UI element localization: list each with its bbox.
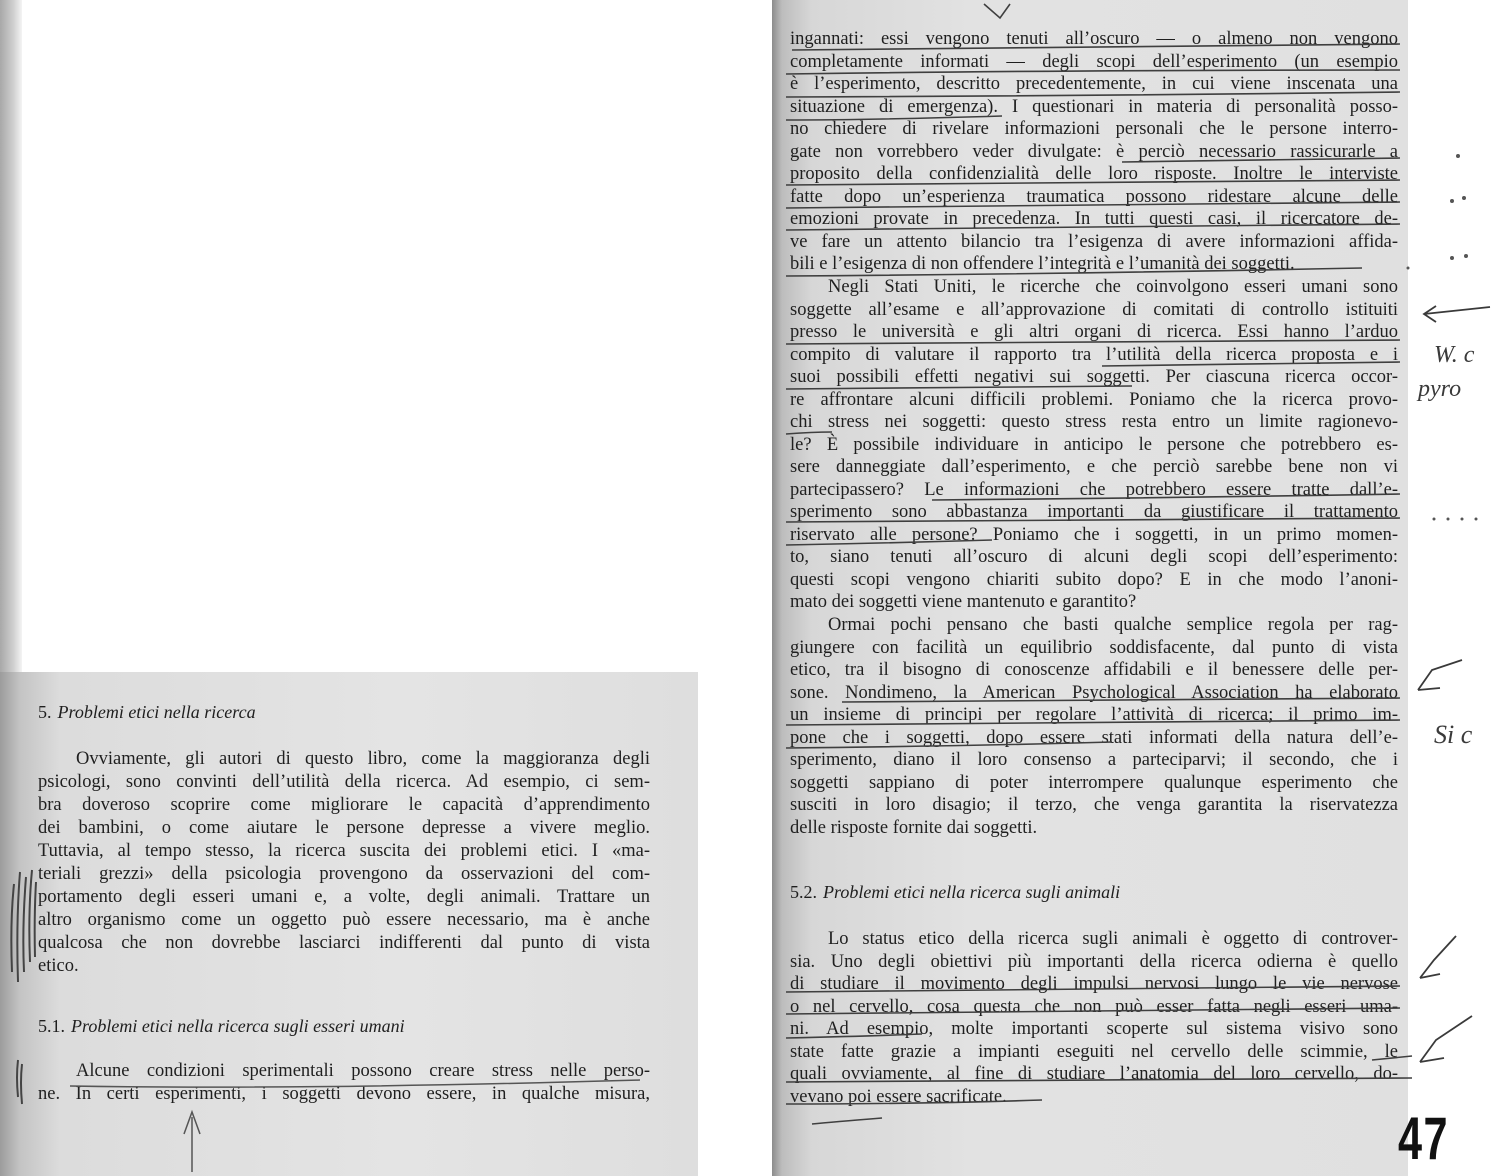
underline-mark <box>70 1080 640 1087</box>
text-line: quali ovviamente, al fine di studiare l’anatomia del loro cervello, do- <box>790 1064 1398 1084</box>
underline-mark <box>786 518 1400 522</box>
margin-dot <box>1462 196 1466 200</box>
page-gutter <box>698 672 772 1176</box>
check-mark <box>1420 1016 1472 1062</box>
text-line: Alcune condizioni sperimentali possono creare stress nelle perso- <box>76 1061 650 1081</box>
text-line: proposito della confidenzialità delle loro risposte. Inoltre le interviste <box>790 164 1398 184</box>
underline-mark <box>786 1008 1400 1014</box>
text-line: dei bambini, o come aiutare le persone depresse a vivere meglio. <box>38 818 650 838</box>
underline-mark <box>786 1078 1412 1082</box>
text-line: etico, tra il bisogno di conoscenze affidabili e il benessere delle per- <box>790 660 1398 680</box>
margin-dot <box>1433 518 1436 521</box>
text-line: chi stress nei soggetti: questo stress resta entro un limite ragionevo- <box>790 412 1398 432</box>
subsection-title: Problemi etici nella ricerca sugli animali <box>823 882 1121 902</box>
underline-mark <box>786 540 992 545</box>
underline-mark <box>786 224 1400 230</box>
underline-mark <box>792 44 1400 50</box>
underline-mark <box>932 494 1400 500</box>
margin-dot <box>1461 518 1464 521</box>
underline-mark <box>786 1100 1042 1104</box>
text-line: o nel cervello, cosa questa che non può esser fatta negli esseri uma- <box>790 996 1398 1017</box>
underline-mark <box>786 432 832 434</box>
handwritten-annotations-right <box>772 0 1491 1176</box>
text-line: un insieme di principi per regolare l’attività di ricerca; il primo im- <box>790 705 1398 725</box>
underline-mark <box>786 386 1132 389</box>
text-line: bili e l’esigenza di non offendere l’integrità e l’umanità dei soggetti. <box>790 254 1295 274</box>
text-line: giungere con facilità un equilibrio soddisfacente, dal punto di vista <box>790 637 1398 658</box>
margin-dot <box>1450 199 1454 203</box>
underline-mark <box>786 180 1400 185</box>
margin-bracket-mark <box>17 1060 22 1104</box>
text-line: psicologi, sono convinti dell’utilità della ricerca. Ad esempio, ci sem- <box>38 772 650 792</box>
text-line: Negli Stati Uniti, le ricerche che coinvolgono esseri umani sono <box>828 277 1398 297</box>
text-line: situazione di emergenza). I questionari in materia di personalità posso- <box>790 96 1398 117</box>
text-line: completamente informati — degli scopi dell’esperimento (un esempio <box>790 51 1398 72</box>
text-line: delle risposte fornite dai soggetti. <box>790 817 1038 838</box>
text-line: gate non vorrebbero veder divulgate: è perciò necessario rassicurarle a <box>790 141 1398 162</box>
text-line: sperimento, diano il loro consenso a parteciparvi; il secondo, che i <box>790 750 1398 770</box>
underline-mark <box>786 268 1362 276</box>
margin-dot <box>1464 254 1468 258</box>
text-line: compito di valutare il rapporto tra l’utilità della ricerca proposta e i <box>790 344 1398 365</box>
margin-note: pyro <box>1418 376 1462 402</box>
margin-dot <box>1475 518 1478 521</box>
arrow-left-icon <box>1424 306 1490 322</box>
text-line: di studiare il movimento degli impulsi nervosi lungo le vie nervose <box>790 974 1398 994</box>
text-line: sperimento sono abbastanza importanti da giustificare il trattamento <box>790 502 1398 522</box>
section-number: 5. <box>38 702 52 722</box>
text-line: Ormai pochi pensano che basti qualche semplice regola per rag- <box>828 615 1398 635</box>
text-line: sone. Nondimeno, la American Psychological Association ha elaborato <box>790 682 1398 703</box>
blank-scan-area <box>0 0 760 672</box>
text-line: soggetti sappiano di poter interrompere qualunque esperimento che <box>790 772 1398 793</box>
margin-bracket-mark <box>11 870 36 982</box>
text-line: altro organismo come un oggetto può essere necessario, ma è anche <box>38 910 650 930</box>
underline-mark <box>786 202 1400 208</box>
text-line: portamento degli esseri umani e, a volte, degli animali. Trattare un <box>38 887 650 907</box>
underline-mark <box>786 92 1400 97</box>
underline-mark <box>786 1034 922 1038</box>
text-line: teriali grezzi» della psicologia provengono da osservazioni del com- <box>38 864 650 884</box>
text-line: questi scopi vengono chiariti subito dopo? E in che modo l’anoni- <box>790 569 1398 590</box>
check-mark <box>1420 936 1456 978</box>
text-line: soggette all’esame e all’approvazione di comitati di controllo istituiti <box>790 299 1398 320</box>
text-line: state fatte grazie a impianti eseguiti nel cervello delle scimmie, le <box>790 1041 1398 1062</box>
margin-dot <box>1407 267 1410 270</box>
underline-mark <box>842 698 1400 702</box>
text-line: susciti in loro disagio; il terzo, che venga garantita la riservatezza <box>790 795 1398 815</box>
page-number: 47 <box>1398 1105 1449 1172</box>
underline-mark <box>1102 362 1400 366</box>
text-line: ne. In certi esperimenti, i soggetti devono essere, in qualche misura, <box>38 1084 650 1104</box>
text-line: le? È possibile individuare in anticipo le persone che potrebbero es- <box>790 434 1398 455</box>
underline-mark <box>786 340 1400 344</box>
top-tick-mark <box>984 4 1010 18</box>
text-line: suoi possibili effetti negativi sui soggetti. Per ciascuna ricerca occor- <box>790 367 1398 387</box>
text-line: no chiedere di rivelare informazioni personali che le persone interro- <box>790 119 1398 139</box>
text-line: Lo status etico della ricerca sugli animali è oggetto di controver- <box>828 929 1398 949</box>
underline-mark <box>786 720 1400 725</box>
text-line: sere danneggiate dall’esperimento, e che perciò sarebbe bene non vi <box>790 457 1398 477</box>
text-line: Ovviamente, gli autori di questo libro, come la maggioranza degli <box>76 749 650 769</box>
margin-dot <box>1450 256 1454 260</box>
text-line: Tuttavia, al tempo stesso, la ricerca suscita dei problemi etici. I «ma- <box>38 841 650 861</box>
text-line: fatte dopo un’esperienza traumatica possono ridestare alcune delle <box>790 186 1398 207</box>
subsection-number: 5.2. <box>790 882 817 902</box>
margin-dot <box>1456 154 1460 158</box>
text-line: pone che i soggetti, dopo essere stati informati della natura dell’e- <box>790 727 1398 748</box>
underline-mark <box>786 742 1112 748</box>
text-line: presso le università e gli altri organi di ricerca. Essi hanno l’arduo <box>790 322 1398 342</box>
subsection-title: Problemi etici nella ricerca sugli esseri umani <box>71 1016 405 1036</box>
text-line: bra doveroso scoprire come migliorare le capacità d’apprendimento <box>38 795 650 815</box>
scan-shadow-edge <box>0 0 22 672</box>
text-line: ingannati: essi vengono tenuti all’oscuro — o almeno non vengono <box>790 29 1398 49</box>
text-line: ve fare un attento bilancio tra l’esigenza di avere informazioni affida- <box>790 231 1398 252</box>
underline-mark <box>786 986 1400 992</box>
strike-through-mark <box>812 1118 882 1124</box>
margin-note: W. c <box>1434 342 1475 368</box>
arrow-up-icon <box>184 1112 200 1172</box>
handwritten-annotations-left <box>0 672 700 1176</box>
underline-mark <box>1122 158 1400 162</box>
text-line: sia. Uno degli obiettivi più importanti della ricerca odierna è quello <box>790 951 1398 972</box>
text-line: emozioni provate in precedenza. In tutti questi casi, il ricercatore de- <box>790 209 1398 229</box>
text-line: etico. <box>38 956 79 976</box>
section-title: Problemi etici nella ricerca <box>57 702 256 722</box>
text-line: mato dei soggetti viene mantenuto e garantito? <box>790 592 1137 612</box>
underline-mark <box>786 116 1002 120</box>
margin-dot <box>1447 518 1450 521</box>
text-line: qualcosa che non dovrebbe lasciarci indifferenti dal punto di vista <box>38 933 650 953</box>
margin-note: Si c <box>1434 720 1473 749</box>
underline-mark <box>786 70 1400 74</box>
text-line: partecipassero? Le informazioni che potrebbero essere tratte dall’e- <box>790 479 1398 500</box>
text-line: to, siano tenuti all’oscuro di alcuni degli scopi dell’esperimento: <box>790 547 1398 567</box>
text-line: vevano poi essere sacrificate. <box>790 1086 1007 1107</box>
underline-mark <box>1372 1056 1412 1060</box>
text-line: ni. Ad esempio, molte importanti scoperte sul sistema visivo sono <box>790 1019 1398 1039</box>
text-line: è l’esperimento, descritto precedentemente, in cui viene inscenata una <box>790 74 1398 94</box>
text-line: re affrontare alcuni difficili problemi. Poniamo che la ricerca provo- <box>790 389 1398 410</box>
check-mark <box>1418 660 1462 690</box>
text-line: riservato alle persone? Poniamo che i soggetti, in un primo momen- <box>790 524 1398 545</box>
subsection-number: 5.1. <box>38 1016 65 1036</box>
